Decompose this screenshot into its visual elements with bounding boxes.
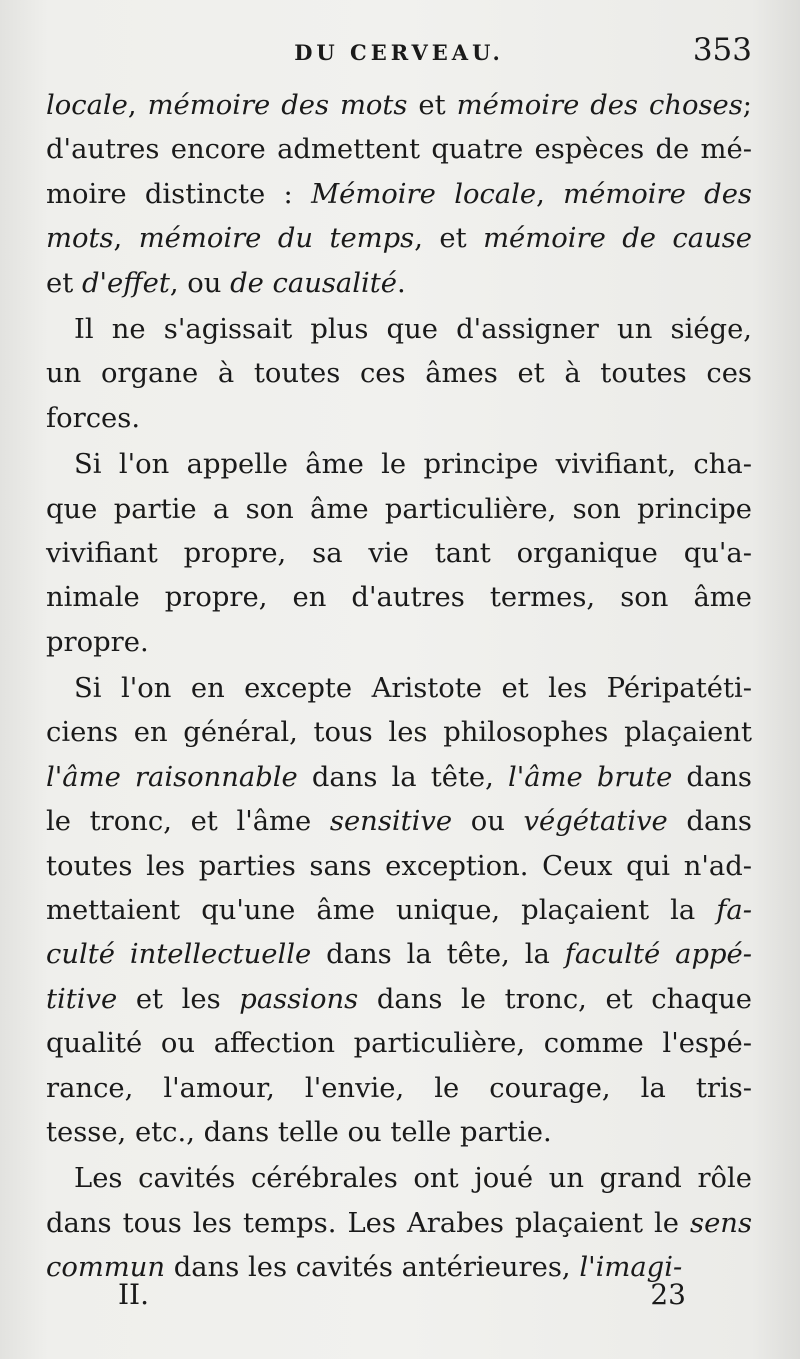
text-run: toutes les parties sans exception. Ceux qui n'ad- [46,850,752,882]
italic-run: culté intellectuelle [46,939,312,971]
italic-run: d'effet [81,267,170,299]
text-run: rance, l'amour, l'envie, le courage, la tris- [46,1072,752,1104]
page-number: 353 [692,32,752,68]
running-head [46,30,752,80]
text-run: et les [117,983,240,1015]
text-run: Les cavités cérébrales ont joué un grand rôle [74,1163,752,1195]
text-run: d'autres encore admettent quatre espèces de mé- [46,134,752,166]
text-run: et [46,267,82,299]
text-run: dans le tronc, et chaque [358,983,752,1015]
text-line [46,1022,752,1066]
text-line [46,262,752,306]
italic-run: passions [239,983,359,1015]
text-line [46,397,752,441]
text-run: forces. [46,402,141,434]
text-line [46,756,752,800]
text-line [46,84,752,128]
text-run: dans les cavités antérieures, [165,1252,580,1284]
italic-run: l'âme raisonnable [46,761,298,793]
italic-run: sensitive [329,806,453,838]
text-line [46,532,752,576]
italic-run: l'âme brute [507,761,673,793]
text-run: , [113,223,139,255]
text-line [46,308,752,352]
italic-run: commun [46,1252,166,1284]
italic-run: fa- [716,895,752,927]
text-run: ciens en général, tous les philosophes plaçaient [46,717,752,749]
text-run: un organe à toutes ces âmes et à toutes ces [46,358,752,390]
text-run: et [407,90,457,121]
text-line [46,667,752,711]
text-run: moire distincte : [46,178,312,210]
text-run: , [127,90,148,121]
body-text [46,84,752,1291]
text-line [46,978,752,1022]
italic-run: végétative [523,806,668,838]
paragraph [46,1157,752,1290]
text-run: dans [672,761,752,793]
text-line [46,128,752,172]
text-run: nimale propre, en d'autres termes, son âme [46,582,752,614]
text-run: dans la tête, la [311,939,565,971]
text-run: Il ne s'agissait plus que d'assigner un siége, [74,313,752,345]
text-run: propre. [46,626,149,658]
text-run: dans la tête, [297,761,508,793]
text-line [46,173,752,217]
text-run: dans tous les temps. Les Arabes plaçaient le [46,1207,691,1239]
running-title: DU CERVEAU. [294,40,504,65]
text-line [46,800,752,844]
text-run: . [397,267,406,299]
text-run: ; [742,90,753,121]
italic-run: l'imagi- [579,1252,683,1284]
text-line [46,933,752,977]
signature-mark: II. [118,1278,150,1311]
text-run: qualité ou affection particulière, comme l'espé- [46,1028,752,1060]
text-run: le tronc, et l'âme [46,806,330,838]
paragraph [46,667,752,1155]
page-footer [46,1278,752,1322]
italic-run: mémoire des [563,178,752,210]
text-run: , ou [169,267,231,299]
italic-run: sens [690,1207,752,1239]
text-run: tesse, etc., dans telle ou telle partie. [46,1116,552,1148]
text-line [46,443,752,487]
paragraph [46,308,752,441]
text-run: , et [414,223,484,255]
text-run: Si l'on en excepte Aristote et les Péripatéti- [74,673,752,705]
text-line [46,352,752,396]
text-run: ou [452,806,524,838]
text-line [46,1202,752,1246]
text-line [46,576,752,620]
italic-run: de causalité [230,267,397,299]
text-line [46,488,752,532]
text-run: Si l'on appelle âme le principe vivifiant, cha- [74,449,752,481]
italic-run: mémoire du temps [138,223,415,255]
italic-run: titive [46,983,118,1015]
paragraph [46,443,752,665]
text-line [46,621,752,665]
text-run: vivifiant propre, sa vie tant organique qu'a- [46,537,752,569]
italic-run: mémoire des choses [456,90,743,121]
italic-run: mémoire de cause [483,223,752,255]
text-run: , [536,178,564,210]
text-line [46,1157,752,1201]
gathering-number: 23 [650,1278,686,1311]
text-line [46,845,752,889]
text-line [46,217,752,261]
italic-run: Mémoire locale [311,178,537,210]
text-line [46,1111,752,1155]
text-run: dans [667,806,752,838]
italic-run: mots [46,223,114,255]
italic-run: faculté appé- [564,939,752,971]
text-run: que partie a son âme particulière, son principe [46,493,752,525]
italic-run: locale [46,90,128,121]
text-line [46,1067,752,1111]
text-line [46,889,752,933]
paragraph [46,84,752,306]
italic-run: mémoire des mots [147,90,408,121]
text-run: mettaient qu'une âme unique, plaçaient la [46,895,717,927]
text-line [46,711,752,755]
